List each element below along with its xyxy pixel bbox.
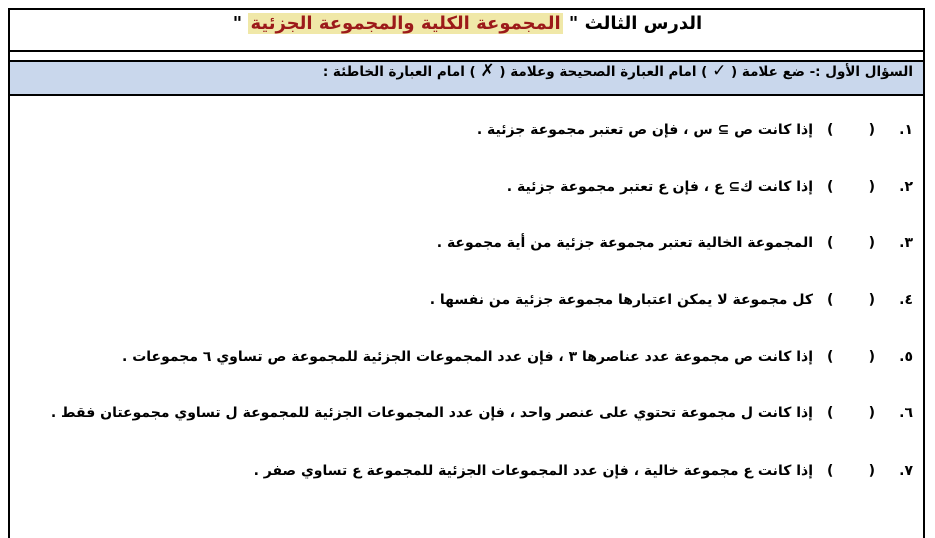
answer-paren-open: ( xyxy=(868,405,875,421)
answer-paren-open: ( xyxy=(868,349,875,365)
title-divider xyxy=(10,50,923,52)
answer-paren-close: ) xyxy=(827,122,834,138)
answer-paren-close: ) xyxy=(827,235,834,251)
item-statement: إذا كانت ص ⊇ س ، فإن ص تعتبر مجموعة جزئية . xyxy=(476,122,813,138)
answer-box[interactable] xyxy=(823,292,879,308)
answer-box[interactable] xyxy=(823,405,879,421)
check-mark-icon: ✓ xyxy=(712,61,727,81)
answer-paren-open: ( xyxy=(868,122,875,138)
lesson-title xyxy=(0,13,935,34)
item-number: ٣. xyxy=(899,235,913,251)
answer-box[interactable] xyxy=(823,463,879,479)
item-statement: المجموعة الخالية تعتبر مجموعة جزئية من أية مجموعة . xyxy=(436,235,813,251)
question-item xyxy=(33,117,913,143)
cross-mark-icon: ✗ xyxy=(480,61,495,81)
answer-box[interactable] xyxy=(823,349,879,365)
question-item xyxy=(33,458,913,484)
item-statement: إذا كانت ك⊇ ع ، فإن ع تعتبر مجموعة جزئية . xyxy=(506,179,813,195)
lesson-title-highlight: المجموعة الكلية والمجموعة الجزئية xyxy=(250,13,561,34)
item-statement: إذا كانت ص مجموعة عدد عناصرها ٣ ، فإن عدد المجموعات الجزئية للمجموعة ص تساوي ٦ مجموعات . xyxy=(122,349,813,365)
answer-paren-close: ) xyxy=(827,292,834,308)
question-text-part2: ) امام العبارة الصحيحة وعلامة ( xyxy=(499,64,708,80)
question-item xyxy=(33,400,913,426)
question-text-part1: السؤال الأول :- ضع علامة ( xyxy=(731,64,913,80)
item-statement: كل مجموعة لا يمكن اعتبارها مجموعة جزئية من نفسها . xyxy=(429,292,813,308)
lesson-title-prefix: الدرس الثالث " xyxy=(568,13,703,34)
answer-box[interactable] xyxy=(823,122,879,138)
item-number: ٤. xyxy=(899,292,913,308)
answer-box[interactable] xyxy=(823,235,879,251)
lesson-title-suffix: " xyxy=(232,13,243,34)
question-item xyxy=(33,174,913,200)
question-item xyxy=(33,230,913,256)
item-number: ٢. xyxy=(899,179,913,195)
answer-paren-open: ( xyxy=(868,235,875,251)
question-item xyxy=(33,287,913,313)
item-statement: إذا كانت ل مجموعة تحتوي على عنصر واحد ، فإن عدد المجموعات الجزئية للمجموعة ل تساوي مجموعتان فقط . xyxy=(50,405,813,421)
answer-paren-open: ( xyxy=(868,292,875,308)
answer-paren-open: ( xyxy=(868,179,875,195)
answer-paren-close: ) xyxy=(827,349,834,365)
item-statement: إذا كانت ع مجموعة خالية ، فإن عدد المجموعات الجزئية للمجموعة ع تساوي صفر . xyxy=(253,463,813,479)
question-instructions xyxy=(23,61,913,81)
question-text-part3: ) امام العبارة الخاطئة : xyxy=(322,64,476,80)
item-number: ٧. xyxy=(899,463,913,479)
item-number: ١. xyxy=(899,122,913,138)
answer-paren-open: ( xyxy=(868,463,875,479)
question-item xyxy=(33,344,913,370)
answer-paren-close: ) xyxy=(827,179,834,195)
answer-paren-close: ) xyxy=(827,463,834,479)
item-number: ٥. xyxy=(899,349,913,365)
item-number: ٦. xyxy=(899,405,913,421)
answer-box[interactable] xyxy=(823,179,879,195)
answer-paren-close: ) xyxy=(827,405,834,421)
